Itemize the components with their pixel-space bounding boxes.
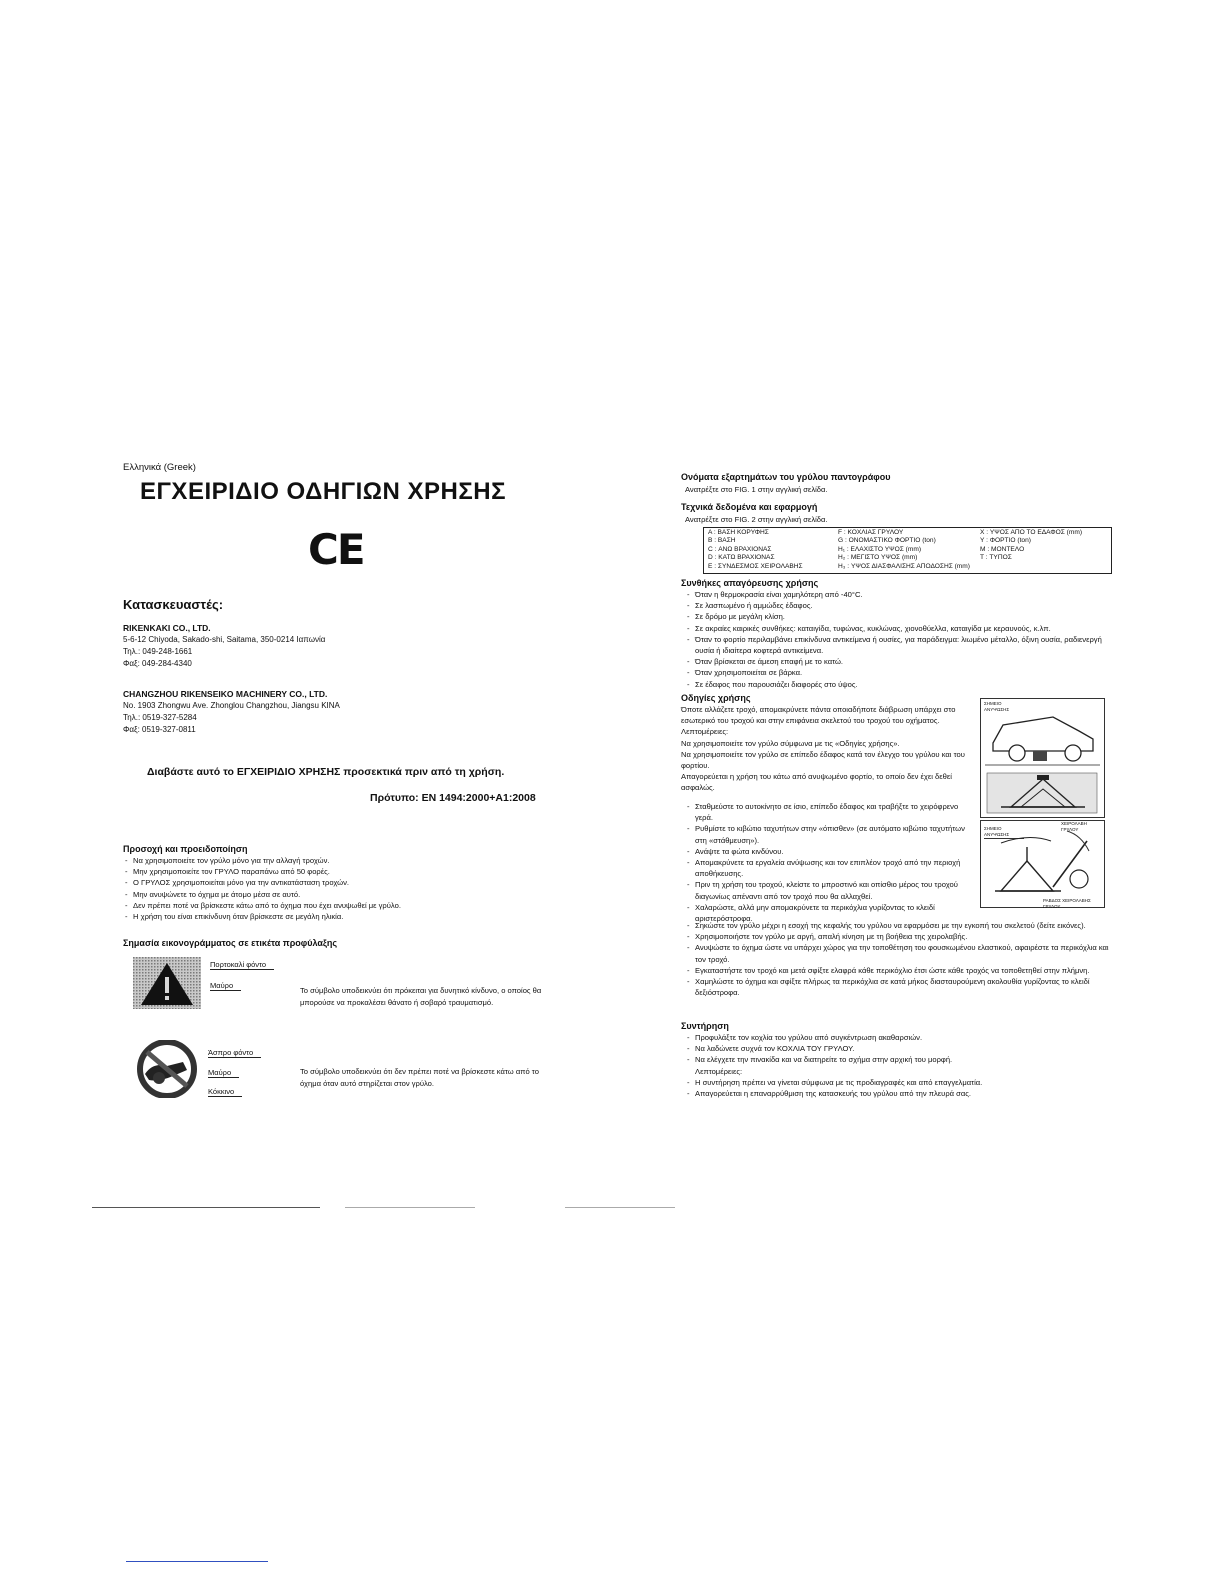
no-under-vehicle-icon — [133, 1040, 201, 1098]
spec-row: X : ΥΨΟΣ ΑΠΟ ΤΟ ΕΔΑΦΟΣ (mm) — [980, 529, 1083, 536]
maintenance-details-list — [685, 1077, 1110, 1099]
list-item: - Σε λασπωμένο ή αμμώδες έδαφος. — [685, 600, 1110, 611]
manufacturer-phone: Τηλ.: 0519-327-5284 — [123, 713, 197, 722]
list-item: - Πριν τη χρήση του τροχού, κλείστε το μπροστινό και οπίσθιο μέρος του τροχού διαγωνίως απέναντι από τον τροχό που θα αλλαχθεί. — [685, 879, 973, 901]
prohibited-list — [685, 589, 1110, 690]
list-item: - Χρησιμοποιήστε τον γρύλο με αργή, απαλή κίνηση με τη βοήθεια της χειρολαβής. — [685, 931, 1110, 942]
list-item: - Σηκώστε τον γρύλο μέχρι η εσοχή της κεφαλής του γρύλου να εφαρμόσει με την εγκοπή του σκελετού (δείτε εικόνες). — [685, 920, 1110, 931]
page-title: ΕΓΧΕΙΡΙΔΙΟ ΟΔΗΓΙΩΝ ΧΡΗΣΗΣ — [140, 478, 506, 505]
list-item: - Μην ανυψώνετε το όχημα με άτομο μέσα σε αυτό. — [123, 889, 453, 900]
manufacturer-name: RIKENKAKI CO., LTD. — [123, 623, 211, 633]
spec-row: F : ΚΟΧΛΙΑΣ ΓΡΥΛΟΥ — [838, 529, 904, 536]
jack-operation-figure — [980, 820, 1105, 908]
list-item: - Σε ακραίες καιρικές συνθήκες: καταιγίδα, τυφώνας, κυκλώνας, χιονοθύελλα, καταιγίδα με κεραυνούς, κ.λπ. — [685, 623, 1110, 634]
list-item: - Προφυλάξτε τον κοχλία του γρύλου από συγκέντρωση ακαθαρσιών. — [685, 1032, 1110, 1043]
manufacturer-block-2 — [123, 688, 340, 736]
manufacturers-heading: Κατασκευαστές: — [123, 597, 224, 612]
list-item: - Εγκαταστήστε τον τροχό και μετά σφίξτε ελαφρά κάθε περικόχλιο έτσι ώστε κάθε τροχός να τοποθετηθεί στην πλήμνη. — [685, 965, 1110, 976]
spec-column-2 — [838, 529, 970, 571]
language-label: Ελληνικά (Greek) — [123, 462, 196, 473]
sign2-black-label: Μαύρο — [208, 1068, 239, 1078]
label-meaning-heading: Σημασία εικονογράμματος σε ετικέτα προφύλαξης — [123, 938, 338, 948]
figure-label: ΧΕΙΡΟΛΑΒΗ ΓΡΥΛΟΥ — [1061, 821, 1087, 832]
usage-paragraph: Να χρησιμοποιείτε τον γρύλο σε επίπεδο έδαφος κατά τον έλεγχο του γρύλου και του φορτίου. — [681, 749, 965, 771]
maintenance-details-label: Λεπτομέρειες: — [695, 1067, 743, 1076]
spec-legend-table — [703, 527, 1112, 574]
sign1-orange-label: Πορτοκαλί φόντο — [210, 960, 274, 970]
manufacturer-name: CHANGZHOU RIKENSEIKO MACHINERY CO., LTD. — [123, 689, 328, 699]
list-item: - Να λαδώνετε συχνά τον ΚΟΧΛΙΑ ΤΟΥ ΓΡΥΛΟΥ. — [685, 1043, 1110, 1054]
spec-row: A : ΒΑΣΗ ΚΟΡΥΦΗΣ — [708, 529, 769, 536]
list-item: - Όταν η θερμοκρασία είναι χαμηλότερη από -40°C. — [685, 589, 1110, 600]
spec-row: H₁ : ΕΛΑΧΙΣΤΟ ΥΨΟΣ (mm) — [838, 545, 922, 553]
spec-column-1 — [708, 529, 803, 571]
list-item: - Χαλαρώστε, αλλά μην απομακρύνετε τα περικόχλια γυρίζοντας το κλειδί αριστερόστροφα. — [685, 902, 973, 924]
warning-triangle-icon — [133, 957, 201, 1009]
list-item: - Ο ΓΡΥΛΟΣ χρησιμοποιείται μόνο για την αντικατάσταση τροχών. — [123, 877, 453, 888]
usage-steps-narrow — [685, 801, 973, 924]
figure-label: ΡΑΒΔΟΣ ΧΕΙΡΟΛΑΒΗΣ ΓΡΥΛΟΥ — [1043, 898, 1091, 909]
usage-heading: Οδηγίες χρήσης — [681, 693, 751, 703]
parts-heading: Ονόματα εξαρτημάτων του γρύλου παντογράφου — [681, 472, 891, 482]
sign1-description: Το σύμβολο υποδεικνύει ότι πρόκειται για δυνητικό κίνδυνο, ο οποίος θα μπορούσε να προκαλέσει θάνατο ή σοβαρό τραυματισμό. — [300, 986, 542, 1007]
spec-row: C : ΑΝΩ ΒΡΑΧΙΟΝΑΣ — [708, 545, 772, 553]
scan-edge-line — [92, 1207, 320, 1208]
list-item: - Απομακρύνετε τα εργαλεία ανύψωσης και τον επιπλέον τροχό από την περιοχή αποθήκευσης. — [685, 857, 973, 879]
list-item: - Χαμηλώστε το όχημα και σφίξτε πλήρως τα περικόχλια σε κατά μήκος διασταυρούμενη ακολουθία γυρίζοντας το κλειδί δεξιόστροφα. — [685, 976, 1110, 998]
list-item: - Όταν το φορτίο περιλαμβάνει επικίνδυνα αντικείμενα ή ουσίες, για παράδειγμα: λιωμένο μέταλλο, όξινη ουσία, ραδιενεργή ουσία ή ιδιαίτερα κοφτερά αντικείμενα. — [685, 634, 1110, 656]
usage-paragraph: Να χρησιμοποιείτε τον γρύλο σύμφωνα με τις «Οδηγίες χρήσης». — [681, 738, 900, 748]
manufacturer-address: No. 1903 Zhongwu Ave. Zhonglou Changzhou, Jiangsu KINA — [123, 701, 340, 710]
list-item: - Δεν πρέπει ποτέ να βρίσκεστε κάτω από το όχημα που έχει ανυψωθεί με γρύλο. — [123, 900, 453, 911]
usage-paragraph: Απαγορεύεται η χρήση του κάτω από ανυψωμένο φορτίο, το οποίο δεν έχει δεθεί ασφαλώς. — [681, 772, 952, 793]
scan-edge-line — [565, 1207, 675, 1208]
sign1-black-label: Μαύρο — [210, 981, 241, 991]
list-item: - Να χρησιμοποιείτε τον γρύλο μόνο για την αλλαγή τροχών. — [123, 855, 453, 866]
caution-heading: Προσοχή και προειδοποίηση — [123, 844, 248, 854]
scan-edge-line — [126, 1561, 268, 1562]
spec-row: G : ΟΝΟΜΑΣΤΙΚΟ ΦΟΡΤΙΟ (ton) — [838, 537, 936, 545]
figure-label: ΣΗΜΕΙΟ ΑΝΥΨΩΣΗΣ — [984, 701, 1010, 712]
list-item: - Σε έδαφος που παρουσιάζει διαφορές στο ύψος. — [685, 679, 1110, 690]
spec-row: H₃ : ΥΨΟΣ ΔΙΑΣΦΑΛΙΣΗΣ ΑΠΟΔΟΣΗΣ (mm) — [838, 562, 970, 570]
ce-mark-logo: CE — [308, 525, 364, 574]
list-item: - Μην χρησιμοποιείτε τον ΓΡΥΛΟ παραπάνω από 50 φορές. — [123, 866, 453, 877]
list-item: - Σε δρόμο με μεγάλη κλίση. — [685, 611, 1110, 622]
spec-row: D : ΚΑΤΩ ΒΡΑΧΙΟΝΑΣ — [708, 554, 775, 562]
list-item: - Ρυθμίστε το κιβώτιο ταχυτήτων στην «όπισθεν» (σε αυτόματο κιβώτιο ταχυτήτων στη «στάθμευση»). — [685, 823, 973, 845]
list-item: - Σταθμεύστε το αυτοκίνητο σε ίσιο, επίπεδο έδαφος και τραβήξτε το χειρόφρενο γερά. — [685, 801, 973, 823]
spec-row: H₂ : ΜΕΓΙΣΤΟ ΥΨΟΣ (mm) — [838, 554, 918, 562]
list-item: - Η χρήση του είναι επικίνδυνη όταν βρίσκεστε σε μεγάλη ηλικία. — [123, 911, 453, 922]
usage-steps-wide — [685, 920, 1110, 998]
list-item: - Όταν βρίσκεται σε άμεση επαφή με το κατώ. — [685, 656, 1110, 667]
manufacturer-phone: Τηλ.: 049-248-1661 — [123, 647, 193, 656]
list-item: - Να ελέγχετε την πινακίδα και να διατηρείτε το σχήμα στην αρχική του μορφή. — [685, 1054, 1110, 1065]
spec-row: T : ΤΥΠΟΣ — [980, 554, 1012, 562]
list-item: - Όταν χρησιμοποιείται σε βάρκα. — [685, 667, 1110, 678]
spec-row: M : ΜΟΝΤΕΛΟ — [980, 545, 1025, 553]
scan-edge-line — [345, 1207, 475, 1208]
read-manual-notice: Διαβάστε αυτό το ΕΓΧΕΙΡΙΔΙΟ ΧΡΗΣΗΣ προσεκτικά πριν από τη χρήση. — [147, 766, 505, 778]
manufacturer-address: 5-6-12 Chiyoda, Sakado-shi, Saitama, 350-0214 Ιαπωνία — [123, 635, 326, 644]
sign2-white-label: Άσπρο φόντο — [208, 1048, 261, 1058]
prohibited-heading: Συνθήκες απαγόρευσης χρήσης — [681, 578, 819, 588]
spec-column-3 — [980, 529, 1082, 563]
list-item: - Απαγορεύεται η επαναρρύθμιση της κατασκευής του γρύλου από την πλευρά σας. — [685, 1088, 1110, 1099]
spec-row: B : ΒΑΣΗ — [708, 537, 736, 545]
spec-reference: Ανατρέξτε στο FIG. 2 στην αγγλική σελίδα. — [685, 515, 828, 524]
manufacturer-fax: Φαξ: 0519-327-0811 — [123, 725, 196, 734]
sign2-red-label: Κόκκινο — [208, 1087, 242, 1097]
usage-intro — [681, 704, 973, 794]
spec-row: E : ΣΥΝΔΕΣΜΟΣ ΧΕΙΡΟΛΑΒΗΣ — [708, 562, 803, 570]
usage-paragraph: Λεπτομέρειες: — [681, 727, 729, 737]
sign2-description: Το σύμβολο υποδεικνύει ότι δεν πρέπει ποτέ να βρίσκεστε κάτω από το όχημα όταν αυτό στηρίζεται στον γρύλο. — [300, 1067, 539, 1088]
standard-reference: Πρότυπο: EN 1494:2000+A1:2008 — [370, 792, 536, 804]
manufacturer-fax: Φαξ: 049-284-4340 — [123, 659, 192, 668]
caution-list — [123, 855, 453, 922]
maintenance-heading: Συντήρηση — [681, 1021, 729, 1031]
parts-reference: Ανατρέξτε στο FIG. 1 στην αγγλική σελίδα. — [685, 485, 828, 494]
list-item: - Ανυψώστε το όχημα ώστε να υπάρχει χώρος για την τοποθέτηση του φουσκωμένου ελαστικού, αφαιρέστε τα περικόχλια και τον τροχό. — [685, 942, 1110, 964]
list-item: - Ανάψτε τα φώτα κινδύνου. — [685, 846, 973, 857]
spec-row: Y : ΦΟΡΤΙΟ (ton) — [980, 537, 1031, 545]
car-lifting-figure — [980, 698, 1105, 818]
spec-heading: Τεχνικά δεδομένα και εφαρμογή — [681, 502, 818, 512]
maintenance-list — [685, 1032, 1110, 1066]
figure-label: ΣΗΜΕΙΟ ΑΝΥΨΩΣΗΣ — [984, 826, 1024, 839]
usage-paragraph: Όποτε αλλάζετε τροχό, απομακρύνετε πάντα οποιαδήποτε διάβρωση υπάρχει στο εσωτερικό του τροχού και στην επιφάνεια σκελετού του τροχού του οχήματος. — [681, 705, 956, 726]
manufacturer-block-1 — [123, 622, 325, 670]
list-item: - Η συντήρηση πρέπει να γίνεται σύμφωνα με τις προδιαγραφές και από επαγγελματία. — [685, 1077, 1110, 1088]
